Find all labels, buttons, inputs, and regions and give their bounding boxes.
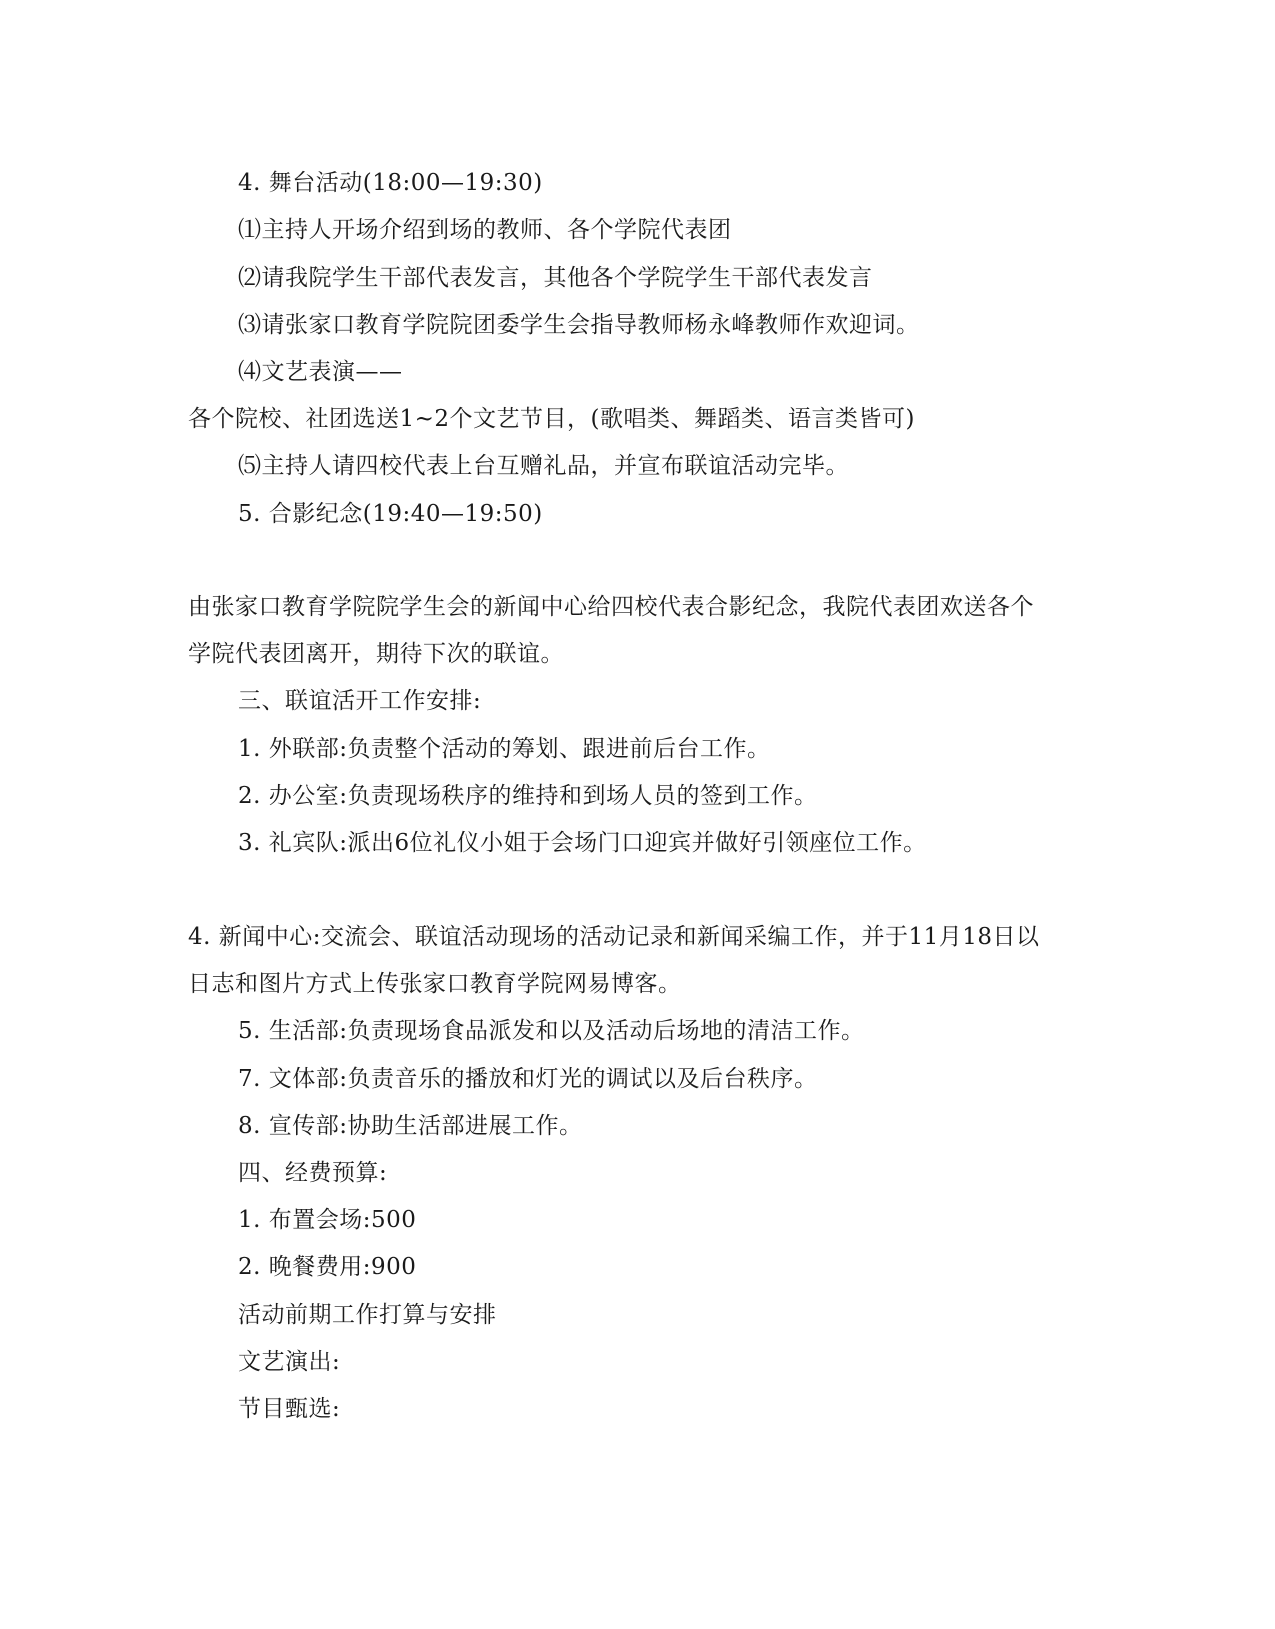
task-item-7: 7. 文体部:负责音乐的播放和灯光的调试以及后台秩序。	[238, 1066, 818, 1092]
task-item-2: 2. 办公室:负责现场秩序的维持和到场人员的签到工作。	[238, 783, 818, 809]
stage-item-1: ⑴主持人开场介绍到场的教师、各个学院代表团	[238, 217, 732, 243]
stage-item-4-detail: 各个院校、社团选送1~2个文艺节目，(歌唱类、舞蹈类、语言类皆可)	[188, 406, 915, 432]
stage-item-5: ⑸主持人请四校代表上台互赠礼品，并宣布联谊活动完毕。	[238, 453, 849, 479]
task-item-8: 8. 宣传部:协助生活部进展工作。	[238, 1113, 583, 1139]
stage-item-2: ⑵请我院学生干部代表发言，其他各个学院学生干部代表发言	[238, 265, 873, 291]
task-item-5: 5. 生活部:负责现场食品派发和以及活动后场地的清洁工作。	[238, 1018, 865, 1044]
photo-paragraph-line-1: 由张家口教育学院院学生会的新闻中心给四校代表合影纪念，我院代表团欢送各个	[188, 594, 1034, 620]
task-item-4-line-2: 日志和图片方式上传张家口教育学院网易博客。	[188, 971, 682, 997]
task-item-3: 3. 礼宾队:派出6位礼仪小姐于会场门口迎宾并做好引领座位工作。	[238, 830, 927, 856]
photo-paragraph-line-2: 学院代表团离开，期待下次的联谊。	[188, 641, 564, 667]
stage-item-3: ⑶请张家口教育学院院团委学生会指导教师杨永峰教师作欢迎词。	[238, 312, 920, 338]
budget-item-1: 1. 布置会场:500	[238, 1207, 417, 1233]
stage-item-4: ⑷文艺表演——	[238, 359, 403, 385]
task-item-1: 1. 外联部:负责整个活动的筹划、跟进前后台工作。	[238, 736, 771, 762]
program-selection-heading: 节目甄选:	[238, 1396, 341, 1422]
stage-activity-heading: 4. 舞台活动(18:00—19:30)	[238, 170, 543, 196]
section-4-heading: 四、经费预算:	[238, 1160, 388, 1186]
performance-heading: 文艺演出:	[238, 1349, 341, 1375]
photo-heading: 5. 合影纪念(19:40—19:50)	[238, 501, 543, 527]
section-3-heading: 三、联谊活开工作安排:	[238, 688, 482, 714]
task-item-4-line-1: 4. 新闻中心:交流会、联谊活动现场的活动记录和新闻采编工作，并于11月18日以	[188, 924, 1040, 950]
preparation-heading: 活动前期工作打算与安排	[238, 1302, 497, 1328]
budget-item-2: 2. 晚餐费用:900	[238, 1254, 417, 1280]
